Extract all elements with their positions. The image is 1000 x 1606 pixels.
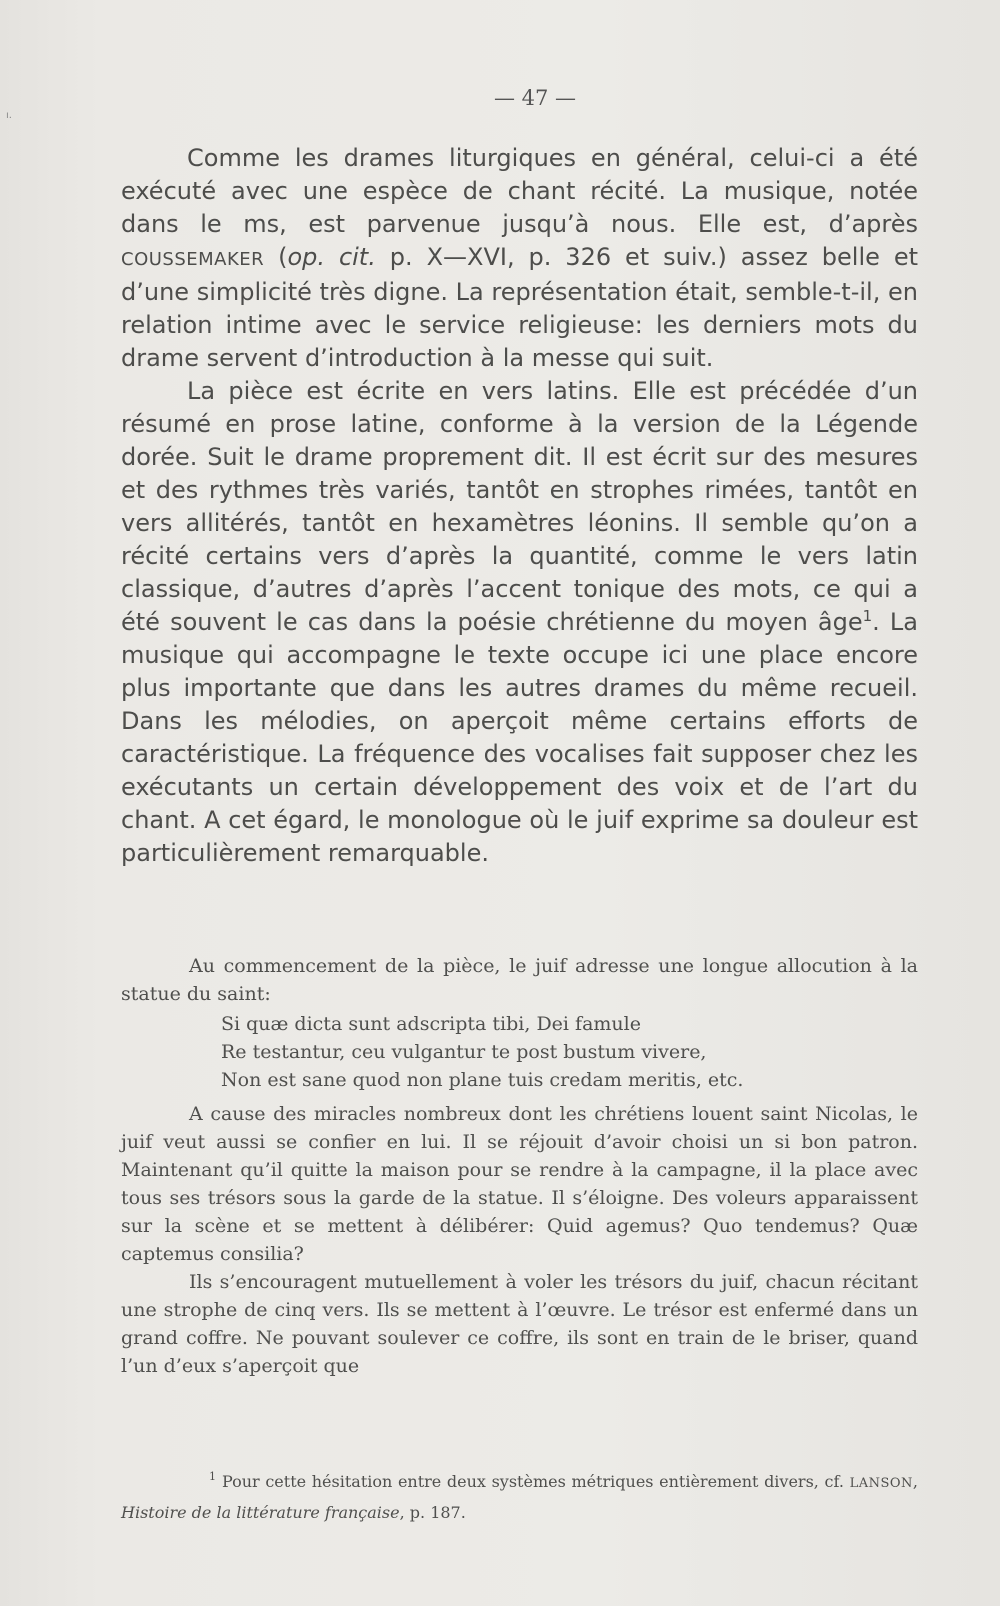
author-name: COUSSEMAKER [121, 249, 265, 270]
verse-line: Si quæ dicta sunt adscripta tibi, Dei famule [221, 1013, 641, 1035]
text-run: . La musique qui accompagne le texte occupe ici une place encore plus importante que dans les autres drames du même recueil. Dans les mélodies, on aperçoit même certains efforts de caractéristique. La fréquence des vocalises fait supposer chez les exécutants un certain développement des voix et de l’art du chant. A cet égard, le monologue où le juif exprime sa douleur est particulièrement remarquable. [121, 608, 918, 867]
verse-line: Non est sane quod non plane tuis credam meritis, etc. [221, 1069, 744, 1091]
footnote-number: 1 [209, 1470, 216, 1483]
page-number: — 47 — [493, 86, 577, 110]
text-run: , p. 187. [399, 1503, 466, 1522]
footnote-text [121, 1467, 918, 1527]
margin-mark: ı. [6, 110, 12, 121]
text-run: ( [264, 243, 288, 271]
paragraph [121, 142, 918, 375]
paragraph: A cause des miracles nombreux dont les chrétiens louent saint Nicolas, le juif veut aussi se confier en lui. Il se réjouit d’avoir choisi un si bon patron. Maintenant qu’il quitte la maison pour se rendre à la campagne, il la place avec tous ses trésors sous la garde de la statue. Il s’éloigne. Des voleurs apparaissent sur la scène et se mettent à délibérer: Quid agemus? Quo tendemus? Quæ captemus consilia? [121, 1103, 918, 1265]
paragraph: Au commencement de la pièce, le juif adresse une longue allocution à la statue du saint: [121, 955, 918, 1005]
main-text [121, 142, 918, 870]
footnote [121, 1467, 918, 1527]
text-run: La pièce est écrite en vers latins. Elle est précédée d’un résumé en prose latine, conforme à la version de la Légende dorée. Suit le drame proprement dit. Il est écrit sur des mesures et des rythmes très variés, tantôt en strophes rimées, tantôt en vers allitérés, tantôt en hexamètres léonins. Il semble qu’on a récité certains vers d’après la quantité, comme le vers latin classique, d’autres d’après l’accent tonique des mots, ce qui a été souvent le cas dans la poésie chrétienne du moyen âge [121, 377, 918, 636]
citation: op. cit. [287, 243, 376, 271]
paragraph [121, 375, 918, 870]
text-run: Comme les drames liturgiques en général, celui-ci a été exécuté avec une espèce de chant récité. La musique, notée dans le ms, est parvenue jusqu’à nous. Elle est, d’après [121, 144, 918, 238]
text-run: p. X—XVI, p. 326 et suiv.) assez belle et d’une simplicité très digne. La représentation était, semble-t-il, en relation intime avec le service religieuse: les derniers mots du drame servent d’introduction à la messe qui suit. [121, 243, 919, 372]
author-name: LANSON [849, 1476, 913, 1491]
text-run: Pour cette hésitation entre deux systèmes métriques entièrement divers, cf. [222, 1472, 850, 1491]
text-run: , [912, 1472, 918, 1491]
book-title: Histoire de la littérature française [121, 1503, 400, 1522]
footnote-reference[interactable]: 1 [862, 607, 873, 625]
verse-line: Re testantur, ceu vulgantur te post bustum vivere, [221, 1041, 707, 1063]
paragraph: Ils s’encouragent mutuellement à voler les trésors du juif, chacun récitant une strophe de cinq vers. Ils se mettent à l’œuvre. Le trésor est enfermé dans un grand coffre. Ne pouvant soulever ce coffre, ils sont en train de le briser, quand l’un d’eux s’aperçoit que [121, 1271, 918, 1377]
secondary-text [121, 952, 918, 1380]
latin-verse [221, 1010, 918, 1094]
